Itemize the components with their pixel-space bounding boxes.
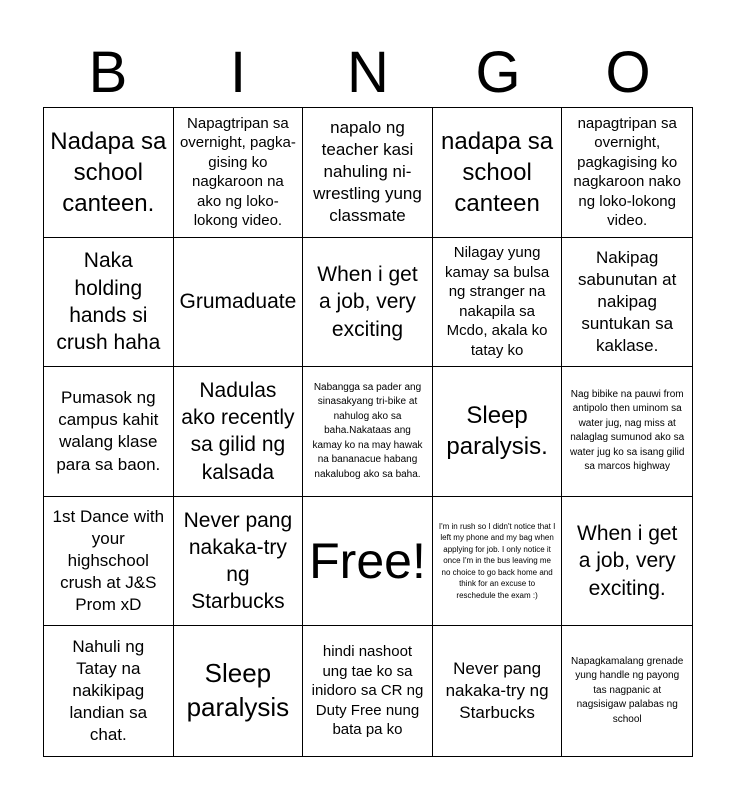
bingo-cell[interactable]: Grumaduate (174, 238, 304, 368)
bingo-cell[interactable]: Napagkamalang grenade yung handle ng payong tas nagpanic at nagsisigaw palabas ng school (571, 655, 684, 725)
bingo-cell[interactable]: When i get a job, very exciting (303, 238, 433, 368)
bingo-board (43, 107, 693, 757)
header-letter-o: O (605, 40, 651, 105)
bingo-cell[interactable]: Nabangga sa pader ang sinasakyang tri-bike at nahulog ako sa baha.Nakataas ang kamay ko na may hawak na bananacue habang nakalubog ako sa baha. (303, 367, 433, 497)
bingo-cell[interactable]: Nadapa sa school canteen. (44, 108, 174, 238)
bingo-cell[interactable]: When i get a job, very exciting. (562, 497, 692, 627)
bingo-cell[interactable]: Pumasok ng campus kahit walang klase para sa baon. (44, 367, 174, 497)
bingo-cell[interactable]: Never pang nakaka-try ng Starbucks (433, 626, 563, 756)
bingo-cell[interactable]: Nakipag sabunutan at nakipag suntukan sa kaklase. (562, 238, 692, 368)
bingo-cell[interactable]: Napagtripan sa overnight, pagka-gising ko nagkaroon na ako ng loko-lokong video. (174, 108, 304, 238)
bingo-cell[interactable]: Never pang nakaka-try ng Starbucks (174, 497, 304, 627)
bingo-cell[interactable]: Nadulas ako recently sa gilid ng kalsada (174, 367, 304, 497)
header-letter-g: G (475, 40, 521, 105)
bingo-cell[interactable]: 1st Dance with your highschool crush at J&S Prom xD (44, 497, 174, 627)
bingo-cell[interactable]: I'm in rush so I didn't notice that I left my phone and my bag when applying for job. I only notice it once I'm in the bus leaving me no choice to go back home and think for an excuse to reschedule the exam :) (433, 497, 563, 627)
header-letter-b: B (88, 40, 128, 105)
bingo-cell[interactable]: Naka holding hands si crush haha (44, 238, 174, 368)
bingo-header (43, 40, 693, 106)
bingo-cell[interactable]: hindi nashoot ung tae ko sa inidoro sa CR ng Duty Free nung bata pa ko (303, 626, 433, 756)
free-space-cell[interactable]: Free! (303, 497, 433, 627)
bingo-cell[interactable]: Sleep paralysis. (433, 367, 563, 497)
bingo-cell[interactable]: Sleep paralysis (174, 626, 304, 756)
bingo-cell[interactable]: Nahuli ng Tatay na nakikipag landian sa chat. (44, 626, 174, 756)
bingo-cell[interactable]: Nilagay yung kamay sa bulsa ng stranger na nakapila sa Mcdo, akala ko tatay ko (433, 238, 563, 368)
bingo-cell[interactable]: Nag bibike na pauwi from antipolo then uminom sa water jug, nag miss at nalaglag sumunod ako sa water jug ko sa isang gilid sa marcos highway (562, 367, 692, 497)
header-letter-i: I (229, 40, 247, 105)
bingo-cell[interactable]: nadapa sa school canteen (433, 108, 563, 238)
bingo-cell[interactable]: napagtripan sa overnight, pagkagising ko nagkaroon nako ng loko-lokong video. (562, 108, 692, 238)
header-letter-n: N (347, 40, 389, 105)
bingo-cell[interactable]: napalo ng teacher kasi nahuling ni-wrestling yung classmate (303, 108, 433, 238)
